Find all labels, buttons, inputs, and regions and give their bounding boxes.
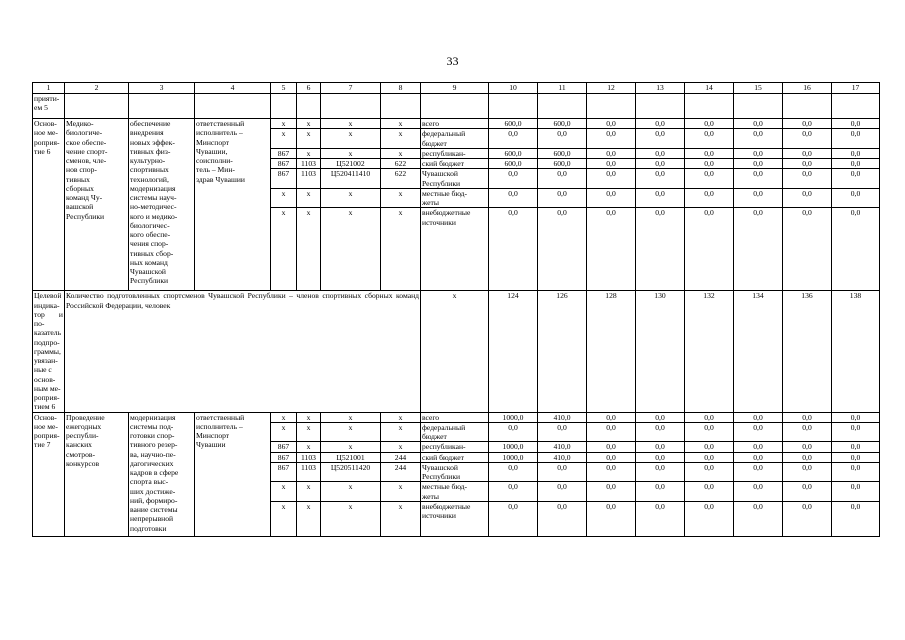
expense-type-code: x xyxy=(381,148,421,158)
expense-type-code: x xyxy=(381,482,421,502)
section-code: x xyxy=(297,208,321,291)
expense-type-code: 244 xyxy=(381,452,421,462)
funding-source: республикан- xyxy=(421,148,489,158)
column-number: 11 xyxy=(538,83,587,94)
target-article-code: Ц520511420 xyxy=(321,462,381,482)
empty-cell xyxy=(381,94,421,119)
year-amount: 0,0 xyxy=(636,462,685,482)
grbs-code: x xyxy=(271,188,297,208)
year-amount: 0,0 xyxy=(832,412,880,422)
year-amount: 0,0 xyxy=(685,119,734,129)
grbs-code: 867 xyxy=(271,462,297,482)
year-amount: 0,0 xyxy=(636,422,685,442)
year-amount: 0,0 xyxy=(832,422,880,442)
funding-source: местные бюд- жеты xyxy=(421,482,489,502)
year-amount: 0,0 xyxy=(832,148,880,158)
funding-source: внебюджетные источники xyxy=(421,208,489,291)
target-article-code: x xyxy=(321,501,381,536)
year-amount: 0,0 xyxy=(636,129,685,149)
indicator-value: 136 xyxy=(783,291,832,412)
year-amount: 410,0 xyxy=(538,442,587,452)
year-amount: 1000,0 xyxy=(489,442,538,452)
empty-cell xyxy=(538,94,587,119)
year-amount: 0,0 xyxy=(538,188,587,208)
column-number: 13 xyxy=(636,83,685,94)
year-amount: 0,0 xyxy=(636,452,685,462)
year-amount: 0,0 xyxy=(783,129,832,149)
indicator-label: Целевой индика- тор и по- казатель подпро- граммы, увязан- ные с основ- ным ме- роприя- тием 6 xyxy=(34,291,63,412)
year-amount: 0,0 xyxy=(783,148,832,158)
empty-cell xyxy=(297,94,321,119)
column-number: 14 xyxy=(685,83,734,94)
year-amount: 0,0 xyxy=(685,169,734,189)
indicator-row xyxy=(33,291,880,412)
indicator-value: 124 xyxy=(489,291,538,412)
target-article-code: Ц521002 xyxy=(321,159,381,169)
indicator-value: 134 xyxy=(734,291,783,412)
year-amount: 410,0 xyxy=(538,452,587,462)
m7-event-name: Проведение ежегодных республи- канских смотров- конкурсов xyxy=(65,412,129,536)
year-amount: 0,0 xyxy=(685,442,734,452)
section-code: x xyxy=(297,482,321,502)
grbs-code: 867 xyxy=(271,442,297,452)
funding-source: Чувашской Республики xyxy=(421,462,489,482)
year-amount: 0,0 xyxy=(832,119,880,129)
indicator-text: Количество подготовленных спортсменов Чувашской Республики – членов спортивных сборных команд Российской Федерации, человек xyxy=(65,291,421,412)
empty-cell xyxy=(321,94,381,119)
m6-event-name: Медико- биологиче- ское обеспе- чение спорт- сменов, чле- нов спор- тивных сборных команд Чу- вашской Республики xyxy=(65,119,129,291)
year-amount: 0,0 xyxy=(783,482,832,502)
year-amount: 0,0 xyxy=(587,188,636,208)
continuation-row xyxy=(33,94,880,119)
year-amount: 0,0 xyxy=(685,452,734,462)
column-number: 16 xyxy=(783,83,832,94)
indicator-value: 126 xyxy=(538,291,587,412)
column-number: 12 xyxy=(587,83,636,94)
year-amount: 0,0 xyxy=(489,169,538,189)
year-amount: 0,0 xyxy=(832,188,880,208)
column-number: 3 xyxy=(129,83,195,94)
year-amount: 600,0 xyxy=(538,159,587,169)
funding-source: Чувашской Республики xyxy=(421,169,489,189)
year-amount: 0,0 xyxy=(734,501,783,536)
year-amount: 0,0 xyxy=(734,159,783,169)
year-amount: 0,0 xyxy=(636,188,685,208)
year-amount: 0,0 xyxy=(832,442,880,452)
year-amount: 0,0 xyxy=(587,482,636,502)
year-amount: 0,0 xyxy=(538,501,587,536)
funding-source: всего xyxy=(421,412,489,422)
year-amount: 0,0 xyxy=(538,208,587,291)
year-amount: 600,0 xyxy=(538,119,587,129)
column-number: 4 xyxy=(195,83,271,94)
target-article-code: x xyxy=(321,422,381,442)
funding-source: федеральный бюджет xyxy=(421,129,489,149)
header-row xyxy=(33,83,880,94)
year-amount: 0,0 xyxy=(636,482,685,502)
year-amount: 0,0 xyxy=(832,452,880,462)
expense-type-code: x xyxy=(381,188,421,208)
year-amount: 0,0 xyxy=(832,169,880,189)
year-amount: 0,0 xyxy=(734,119,783,129)
target-article-code: Ц521001 xyxy=(321,452,381,462)
funding-source: ский бюджет xyxy=(421,159,489,169)
year-amount: 600,0 xyxy=(538,148,587,158)
indicator-value: 130 xyxy=(636,291,685,412)
year-amount: 0,0 xyxy=(832,501,880,536)
year-amount: 0,0 xyxy=(832,159,880,169)
grbs-code: x xyxy=(271,412,297,422)
column-number: 10 xyxy=(489,83,538,94)
year-amount: 0,0 xyxy=(489,462,538,482)
year-amount: 0,0 xyxy=(783,412,832,422)
empty-cell xyxy=(587,94,636,119)
column-number: 17 xyxy=(832,83,880,94)
target-article-code: x xyxy=(321,208,381,291)
year-amount: 0,0 xyxy=(685,129,734,149)
funding-source: ский бюджет xyxy=(421,452,489,462)
year-amount: 0,0 xyxy=(587,159,636,169)
year-amount: 0,0 xyxy=(587,119,636,129)
empty-cell xyxy=(65,94,129,119)
column-number: 6 xyxy=(297,83,321,94)
year-amount: 0,0 xyxy=(685,159,734,169)
year-amount: 0,0 xyxy=(587,452,636,462)
expense-type-code: x xyxy=(381,208,421,291)
year-amount: 0,0 xyxy=(832,129,880,149)
section-code: 1103 xyxy=(297,452,321,462)
expense-type-code: x xyxy=(381,412,421,422)
year-amount: 0,0 xyxy=(832,462,880,482)
year-amount: 0,0 xyxy=(734,148,783,158)
year-amount: 0,0 xyxy=(489,208,538,291)
year-amount: 0,0 xyxy=(538,482,587,502)
section-code: x xyxy=(297,119,321,129)
year-amount: 0,0 xyxy=(538,169,587,189)
year-amount: 0,0 xyxy=(489,422,538,442)
year-amount: 0,0 xyxy=(783,442,832,452)
target-article-code: Ц520411410 xyxy=(321,169,381,189)
year-amount: 0,0 xyxy=(636,169,685,189)
target-article-code: x xyxy=(321,119,381,129)
year-amount: 0,0 xyxy=(783,169,832,189)
expense-type-code: 622 xyxy=(381,169,421,189)
year-amount: 0,0 xyxy=(587,412,636,422)
page-number: 33 xyxy=(446,54,459,68)
year-amount: 1000,0 xyxy=(489,452,538,462)
m7-row xyxy=(33,412,880,422)
expense-type-code: x xyxy=(381,501,421,536)
m6-row xyxy=(33,119,880,129)
grbs-code: 867 xyxy=(271,148,297,158)
column-number: 8 xyxy=(381,83,421,94)
grbs-code: 867 xyxy=(271,169,297,189)
expense-type-code: x xyxy=(381,422,421,442)
section-code: x xyxy=(297,422,321,442)
expense-type-code: 244 xyxy=(381,462,421,482)
year-amount: 0,0 xyxy=(783,159,832,169)
year-amount: 0,0 xyxy=(636,159,685,169)
column-number: 15 xyxy=(734,83,783,94)
expense-type-code: x xyxy=(381,442,421,452)
year-amount: 0,0 xyxy=(734,462,783,482)
year-amount: 0,0 xyxy=(685,501,734,536)
year-amount: 1000,0 xyxy=(489,412,538,422)
year-amount: 0,0 xyxy=(489,501,538,536)
column-number: 1 xyxy=(33,83,65,94)
year-amount: 0,0 xyxy=(587,462,636,482)
year-amount: 0,0 xyxy=(636,412,685,422)
empty-cell xyxy=(685,94,734,119)
year-amount: 0,0 xyxy=(636,148,685,158)
year-amount: 0,0 xyxy=(783,119,832,129)
empty-cell xyxy=(489,94,538,119)
year-amount: 0,0 xyxy=(587,442,636,452)
year-amount: 410,0 xyxy=(538,412,587,422)
indicator-source: x xyxy=(421,291,489,412)
year-amount: 0,0 xyxy=(587,148,636,158)
year-amount: 0,0 xyxy=(587,422,636,442)
year-amount: 0,0 xyxy=(685,148,734,158)
year-amount: 600,0 xyxy=(489,148,538,158)
m7-executor: ответственный исполнитель – Минспорт Чувашии xyxy=(195,412,271,536)
indicator-value: 132 xyxy=(685,291,734,412)
year-amount: 0,0 xyxy=(636,442,685,452)
funding-source: федеральный бюджет xyxy=(421,422,489,442)
year-amount: 0,0 xyxy=(587,501,636,536)
year-amount: 0,0 xyxy=(783,501,832,536)
grbs-code: x xyxy=(271,482,297,502)
year-amount: 0,0 xyxy=(734,422,783,442)
column-number: 9 xyxy=(421,83,489,94)
m7-event-number: Основ- ное ме- роприя- тие 7 xyxy=(33,412,65,536)
year-amount: 0,0 xyxy=(489,188,538,208)
empty-cell xyxy=(783,94,832,119)
grbs-code: x xyxy=(271,422,297,442)
year-amount: 0,0 xyxy=(734,129,783,149)
year-amount: 0,0 xyxy=(636,119,685,129)
year-amount: 0,0 xyxy=(636,501,685,536)
empty-cell xyxy=(832,94,880,119)
year-amount: 0,0 xyxy=(832,482,880,502)
column-number: 7 xyxy=(321,83,381,94)
section-code: x xyxy=(297,501,321,536)
expense-type-code: x xyxy=(381,119,421,129)
year-amount: 0,0 xyxy=(783,188,832,208)
grbs-code: x xyxy=(271,119,297,129)
grbs-code: 867 xyxy=(271,452,297,462)
grbs-code: x xyxy=(271,208,297,291)
year-amount: 0,0 xyxy=(685,188,734,208)
year-amount: 600,0 xyxy=(489,159,538,169)
section-code: 1103 xyxy=(297,462,321,482)
grbs-code: 867 xyxy=(271,159,297,169)
year-amount: 0,0 xyxy=(587,169,636,189)
target-article-code: x xyxy=(321,188,381,208)
year-amount: 0,0 xyxy=(685,422,734,442)
cell-event-cont: прияти- ем 5 xyxy=(33,94,65,119)
funding-source: внебюджетные источники xyxy=(421,501,489,536)
target-article-code: x xyxy=(321,412,381,422)
section-code: x xyxy=(297,129,321,149)
year-amount: 0,0 xyxy=(538,462,587,482)
grbs-code: x xyxy=(271,501,297,536)
year-amount: 0,0 xyxy=(489,129,538,149)
year-amount: 0,0 xyxy=(489,482,538,502)
year-amount: 0,0 xyxy=(734,442,783,452)
year-amount: 0,0 xyxy=(685,482,734,502)
funding-source: республикан- xyxy=(421,442,489,452)
section-code: x xyxy=(297,188,321,208)
year-amount: 0,0 xyxy=(783,422,832,442)
section-code: 1103 xyxy=(297,169,321,189)
column-number: 2 xyxy=(65,83,129,94)
year-amount: 0,0 xyxy=(734,208,783,291)
column-number: 5 xyxy=(271,83,297,94)
year-amount: 0,0 xyxy=(636,208,685,291)
section-code: x xyxy=(297,148,321,158)
empty-cell xyxy=(129,94,195,119)
year-amount: 0,0 xyxy=(783,462,832,482)
year-amount: 0,0 xyxy=(783,208,832,291)
empty-cell xyxy=(195,94,271,119)
year-amount: 0,0 xyxy=(538,422,587,442)
empty-cell xyxy=(421,94,489,119)
section-code: x xyxy=(297,442,321,452)
section-code: x xyxy=(297,412,321,422)
m6-task: обеспечение внедрения новых эффек- тивных физ- культурно- спортивных технологий, модернизация системы науч- но-методичес- кого и медико- биологичес- кого обеспе- чения спор- тивных сбор- ных команд Чувашской Республики xyxy=(129,119,195,291)
empty-cell xyxy=(636,94,685,119)
year-amount: 0,0 xyxy=(538,129,587,149)
indicator-value: 138 xyxy=(832,291,880,412)
budget-table xyxy=(32,82,880,537)
target-article-code: x xyxy=(321,442,381,452)
year-amount: 0,0 xyxy=(832,208,880,291)
year-amount: 600,0 xyxy=(489,119,538,129)
target-article-code: x xyxy=(321,148,381,158)
year-amount: 0,0 xyxy=(587,129,636,149)
empty-cell xyxy=(271,94,297,119)
year-amount: 0,0 xyxy=(734,188,783,208)
m6-executor: ответственный исполнитель – Минспорт Чувашии, соисполни- тель – Мин- здрав Чувашии xyxy=(195,119,271,291)
target-article-code: x xyxy=(321,482,381,502)
year-amount: 0,0 xyxy=(734,452,783,462)
funding-source: всего xyxy=(421,119,489,129)
year-amount: 0,0 xyxy=(734,482,783,502)
section-code: 1103 xyxy=(297,159,321,169)
year-amount: 0,0 xyxy=(685,412,734,422)
m7-task: модернизация системы под- готовки спор- тивного резер- ва, научно-пе- дагогических кадров в сфере спорта выс- ших достиже- ний, формиро- вание системы непрерывной подготовки xyxy=(129,412,195,536)
expense-type-code: 622 xyxy=(381,159,421,169)
year-amount: 0,0 xyxy=(783,452,832,462)
empty-cell xyxy=(734,94,783,119)
year-amount: 0,0 xyxy=(734,412,783,422)
year-amount: 0,0 xyxy=(685,462,734,482)
target-article-code: x xyxy=(321,129,381,149)
year-amount: 0,0 xyxy=(685,208,734,291)
expense-type-code: x xyxy=(381,129,421,149)
grbs-code: x xyxy=(271,129,297,149)
funding-source: местные бюд- жеты xyxy=(421,188,489,208)
indicator-value: 128 xyxy=(587,291,636,412)
year-amount: 0,0 xyxy=(587,208,636,291)
year-amount: 0,0 xyxy=(734,169,783,189)
m6-event-number: Основ- ное ме- роприя- тие 6 xyxy=(33,119,65,291)
